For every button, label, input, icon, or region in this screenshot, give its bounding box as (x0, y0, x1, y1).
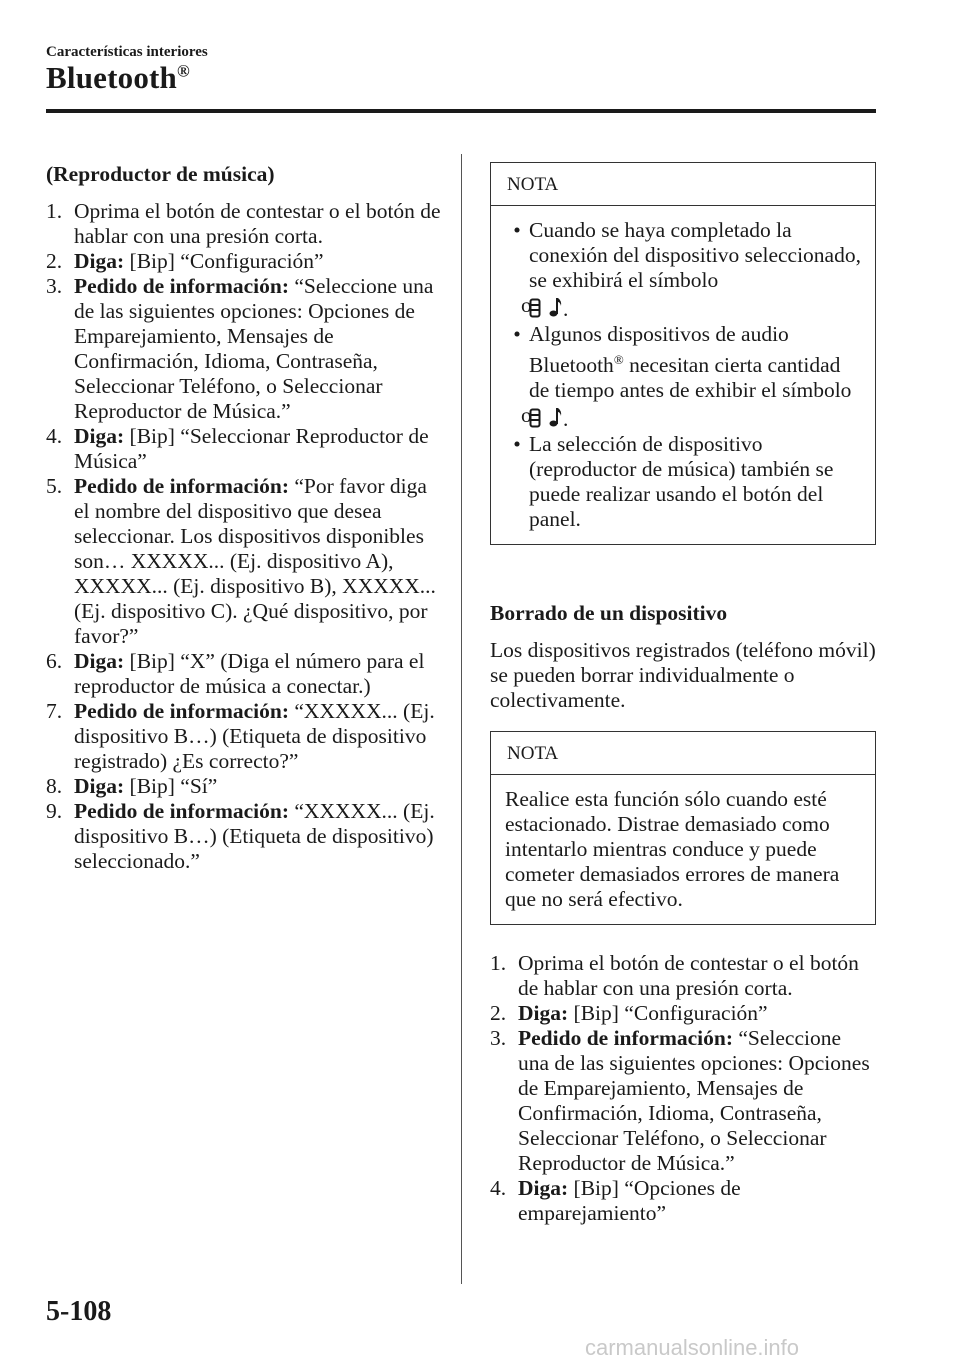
step-item: 3. Pedido de información: “Seleccione una de las siguientes opciones: Opciones de Emparejamiento, Mensajes de Confirmación, Idioma, Contraseña, Seleccionar Teléfono, o Seleccionar Reproductor de Música.” (46, 274, 434, 423)
note-heading: NOTA (491, 163, 875, 206)
note-text: Realice esta función sólo cuando esté estacionado. Distrae demasiado como intentarlo mientras conduce y puede cometer demasiados errores de manera que no será efectivo. (505, 787, 840, 912)
registered-mark: ® (176, 61, 190, 81)
note-body (491, 206, 875, 544)
step-item: 6. Diga: [Bip] “X” (Diga el número para el reproductor de música a conectar.) (46, 649, 425, 698)
left-column (46, 162, 446, 874)
step-item: 4. Diga: [Bip] “Seleccionar Reproductor de Música” (46, 424, 429, 473)
note-box (490, 162, 876, 545)
note-bullet: • Algunos dispositivos de audio Bluetooth® necesitan cierta cantidad de tiempo antes de exhibir el símbolo o . (513, 322, 852, 432)
step-item: 2. Diga: [Bip] “Configuración” (46, 249, 324, 273)
note-bullet: • Cuando se haya completado la conexión del dispositivo seleccionado, se exhibirá el símbolo o . (513, 218, 861, 321)
delete-device-intro: Los dispositivos registrados (teléfono móvil) se pueden borrar individualmente o colectivamente. (490, 638, 876, 713)
step-item: 3. Pedido de información: “Seleccione una de las siguientes opciones: Opciones de Emparejamiento, Mensajes de Confirmación, Idioma, Contraseña, Seleccionar Teléfono, o Seleccionar Reproductor de Música.” (490, 1026, 870, 1176)
delete-device-heading: Borrado de un dispositivo (490, 601, 728, 626)
music-note-icon (549, 406, 563, 428)
step-item: 1. Oprima el botón de contestar o el botón de hablar con una presión corta. (46, 199, 441, 248)
right-column (490, 162, 876, 1226)
watermark: carmanualsonline.info (585, 1335, 800, 1360)
step-item: 5. Pedido de información: “Por favor diga el nombre del dispositivo que desea seleccionar. Los dispositivos disponibles son… XXXXX... (Ej. dispositivo A), XXXXX... (Ej. dispositivo B), XXXXX... (Ej. dispositivo C). ¿Qué dispositivo, por favor?” (46, 474, 436, 648)
step-item: 4. Diga: [Bip] “Opciones de emparejamiento” (490, 1176, 741, 1226)
delete-device-steps (490, 951, 876, 1226)
title-rule (46, 109, 876, 113)
step-item: 7. Pedido de información: “XXXXX... (Ej. dispositivo B…) (Etiqueta de dispositivo registrado) ¿Es correcto?” (46, 699, 435, 773)
music-player-steps (46, 199, 446, 874)
note-box (490, 731, 876, 925)
note-bullet: • La selección de dispositivo (reproductor de música) también se puede realizar usando el botón del panel. (513, 432, 834, 532)
music-note-icon (549, 296, 563, 318)
page-title: Bluetooth® (46, 60, 190, 95)
step-item: 9. Pedido de información: “XXXXX... (Ej. dispositivo B…) (Etiqueta de dispositivo) seleccionado.” (46, 799, 435, 873)
note-heading: NOTA (491, 732, 875, 775)
column-divider (461, 154, 462, 1284)
page-number: 5-108 (46, 1296, 112, 1327)
music-player-heading: (Reproductor de música) (46, 162, 275, 186)
step-item: 2. Diga: [Bip] “Configuración” (490, 1001, 768, 1026)
step-item: 1. Oprima el botón de contestar o el botón de hablar con una presión corta. (490, 951, 859, 1001)
note-body (491, 775, 875, 924)
step-item: 8. Diga: [Bip] “Sí” (46, 774, 218, 798)
section-label: Características interiores (46, 44, 208, 60)
